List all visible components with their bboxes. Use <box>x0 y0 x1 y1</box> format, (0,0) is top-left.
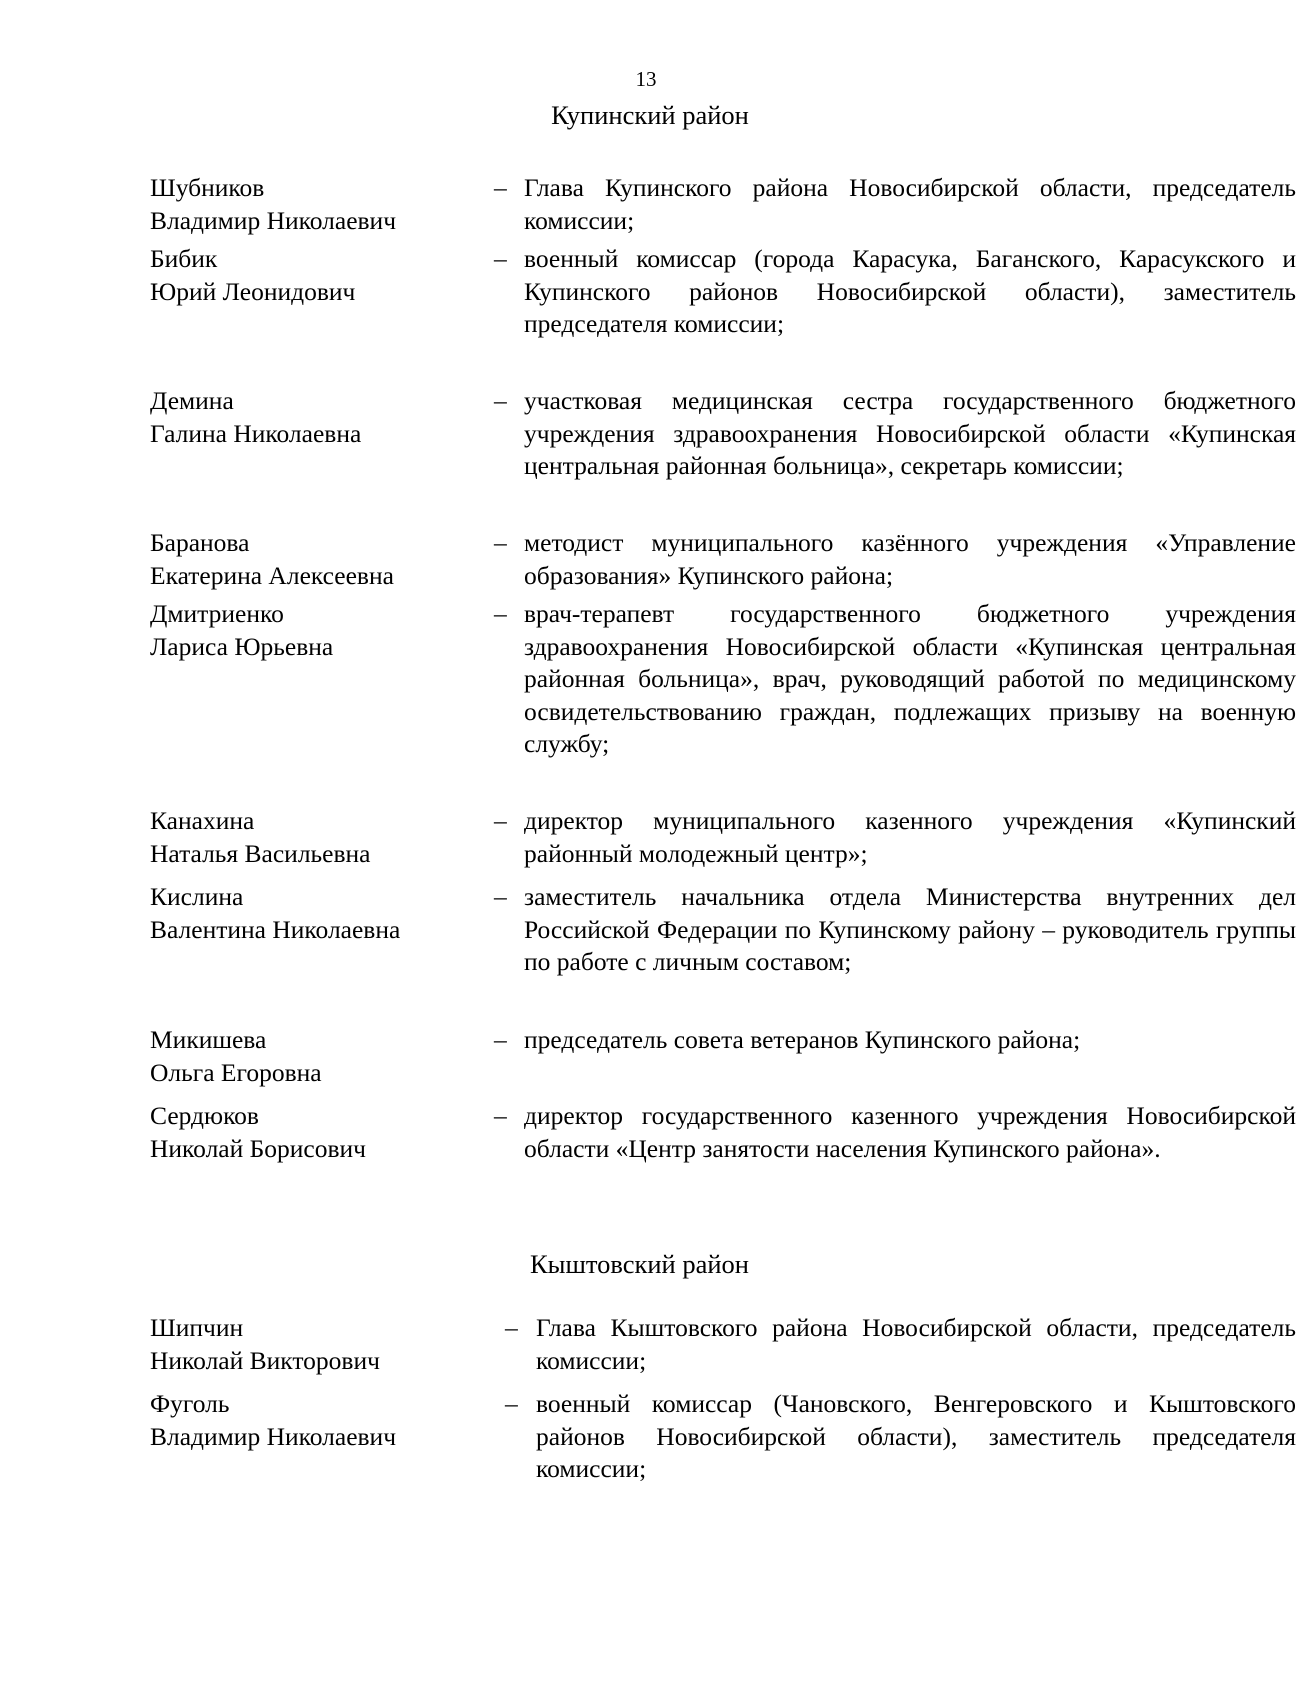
member-role: методист муниципального казённого учреждения «Управление образования» Купинского района; <box>524 528 1296 590</box>
member-name <box>150 172 480 237</box>
member-role: председатель совета ветеранов Купинского района; <box>524 1025 1081 1054</box>
member-surname: Баранова <box>150 528 250 557</box>
section-title-kyshtovka: Кыштовский район <box>530 1249 749 1279</box>
member-given-names: Юрий Леонидович <box>150 276 356 306</box>
dash-separator: – <box>494 806 507 835</box>
dash-separator: – <box>494 1025 507 1054</box>
member-surname: Фуголь <box>150 1389 230 1418</box>
dash-separator: – <box>494 386 507 415</box>
member-role: военный комиссар (Чановского, Венгеровского и Кыштовского районов Новосибирской области), заместитель председателя комиссии; <box>536 1389 1296 1484</box>
member-role: заместитель начальника отдела Министерства внутренних дел Российской Федерации по Купинскому району – руководитель группы по работе с личным составом; <box>524 882 1296 977</box>
member-name <box>150 527 480 592</box>
member-name <box>150 881 480 946</box>
dash-separator: – <box>494 173 507 202</box>
dash-separator: – <box>494 244 507 273</box>
member-surname: Шубников <box>150 173 265 202</box>
member-given-names: Лариса Юрьевна <box>150 631 334 661</box>
member-role: директор государственного казенного учреждения Новосибирской области «Центр занятости населения Купинского района». <box>524 1101 1296 1163</box>
member-name <box>150 243 480 308</box>
dash-separator: – <box>494 528 507 557</box>
member-surname: Кислина <box>150 882 244 911</box>
member-given-names: Владимир Николаевич <box>150 205 397 235</box>
page-number: 13 <box>635 67 657 91</box>
member-surname: Демина <box>150 386 234 415</box>
member-given-names: Ольга Егоровна <box>150 1057 322 1087</box>
member-role: военный комиссар (города Карасука, Баганского, Карасукского и Купинского районов Новосибирской области), заместитель председателя комиссии; <box>524 244 1296 339</box>
member-name <box>150 1024 480 1089</box>
member-surname: Канахина <box>150 806 255 835</box>
dash-separator: – <box>494 599 507 628</box>
member-role: Глава Кыштовского района Новосибирской области, председатель комиссии; <box>536 1313 1296 1375</box>
member-given-names: Николай Викторович <box>150 1345 380 1375</box>
member-surname: Шипчин <box>150 1313 244 1342</box>
member-role: директор муниципального казенного учреждения «Купинский районный молодежный центр»; <box>524 806 1296 868</box>
member-given-names: Валентина Николаевна <box>150 914 401 944</box>
member-role: врач-терапевт государственного бюджетного учреждения здравоохранения Новосибирской области «Купинская центральная районная больница», врач, руководящий работой по медицинскому освидетельствованию граждан, подлежащих призыву на военную службу; <box>524 599 1296 759</box>
member-given-names: Екатерина Алексеевна <box>150 560 394 590</box>
dash-separator: – <box>505 1389 518 1418</box>
member-given-names: Владимир Николаевич <box>150 1421 397 1451</box>
member-name <box>150 385 480 450</box>
member-name <box>150 1312 480 1377</box>
member-given-names: Галина Николаевна <box>150 418 362 448</box>
member-name <box>150 805 480 870</box>
member-given-names: Николай Борисович <box>150 1133 367 1163</box>
dash-separator: – <box>494 1101 507 1130</box>
member-name <box>150 1100 480 1165</box>
section-title-kupino: Купинский район <box>551 100 749 130</box>
member-role: Глава Купинского района Новосибирской области, председатель комиссии; <box>524 173 1296 235</box>
member-surname: Микишева <box>150 1025 267 1054</box>
member-surname: Дмитриенко <box>150 599 284 628</box>
member-name <box>150 1388 480 1453</box>
dash-separator: – <box>494 882 507 911</box>
member-surname: Сердюков <box>150 1101 259 1130</box>
member-role: участковая медицинская сестра государственного бюджетного учреждения здравоохранения Новосибирской области «Купинская центральная районная больница», секретарь комиссии; <box>524 386 1296 481</box>
dash-separator: – <box>505 1313 518 1342</box>
member-surname: Бибик <box>150 244 218 273</box>
member-given-names: Наталья Васильевна <box>150 838 371 868</box>
member-name <box>150 598 480 663</box>
